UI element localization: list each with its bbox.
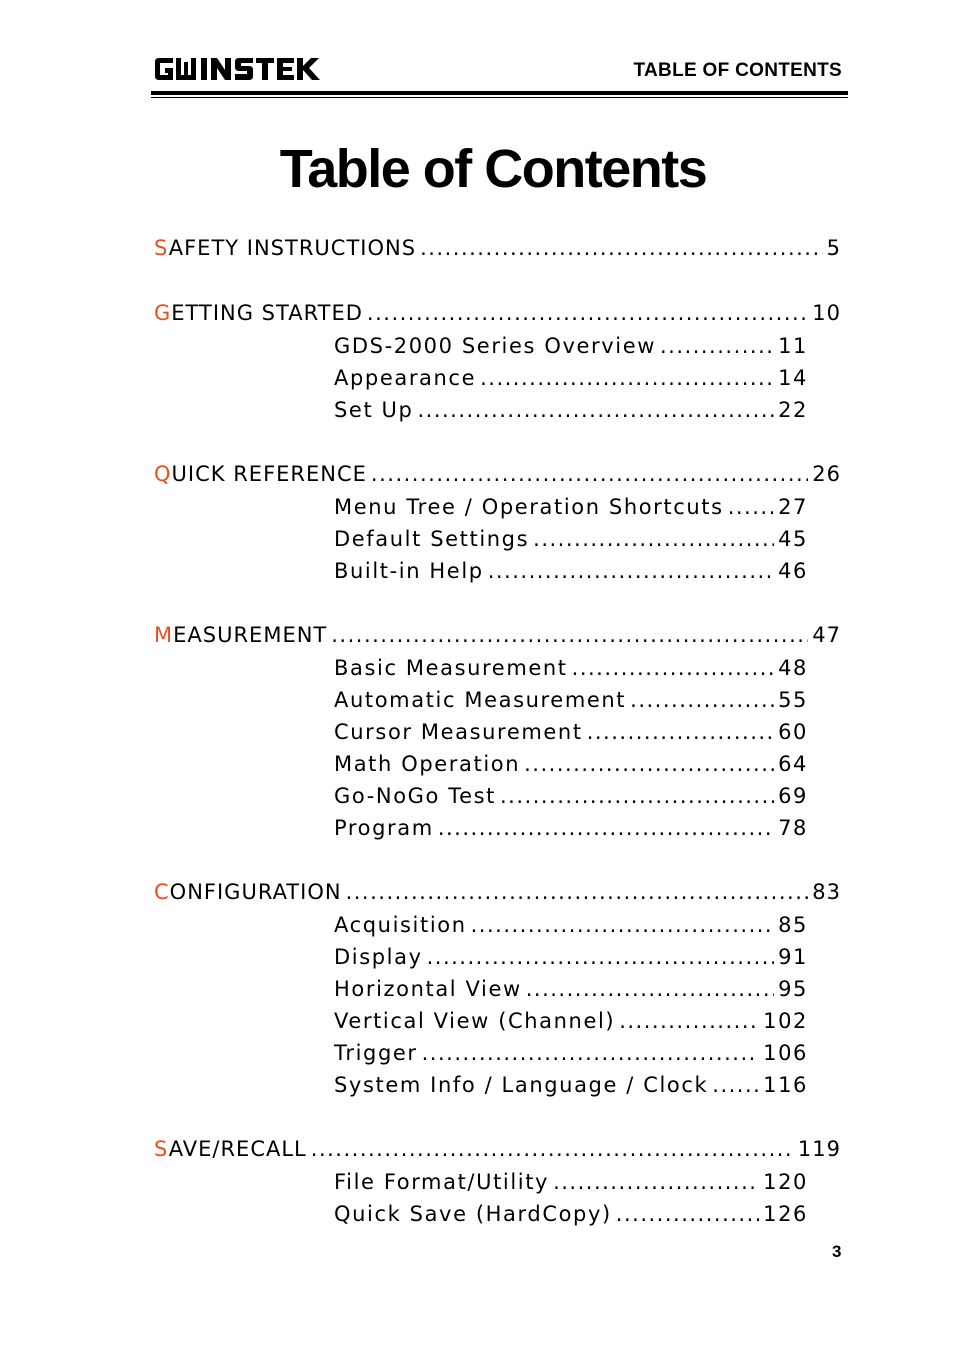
toc-section-page: 102 — [763, 1009, 808, 1033]
dot-leader — [572, 652, 774, 684]
page-title: Table of Contents — [279, 139, 707, 199]
toc-section-title: File Format/Utility — [334, 1170, 550, 1194]
toc-chapter-title — [154, 297, 363, 330]
dot-leader — [553, 1166, 759, 1198]
toc-section-title: GDS-2000 Series Overview — [334, 334, 656, 358]
dot-leader — [471, 909, 774, 941]
toc-chapter-title — [154, 458, 367, 491]
header-rule-thin — [151, 97, 848, 98]
dot-leader — [616, 1198, 759, 1230]
dot-leader — [728, 491, 774, 523]
toc-chapter-title — [154, 232, 416, 265]
toc-chapter-title-rest: AFETY INSTRUCTIONS — [168, 236, 417, 260]
toc-chapter-initial: M — [154, 623, 174, 647]
toc-chapter-title-rest: UICK REFERENCE — [171, 462, 367, 486]
gw-instek-logo — [153, 52, 328, 86]
toc-section-page: 126 — [763, 1202, 808, 1226]
page-number: 3 — [832, 1242, 842, 1261]
dot-leader — [712, 1069, 759, 1101]
dot-leader — [422, 1037, 759, 1069]
dot-leader — [524, 748, 774, 780]
dot-leader — [417, 394, 774, 426]
toc-chapter-page: 83 — [812, 880, 841, 904]
toc-section-page: 106 — [763, 1041, 808, 1065]
dot-leader — [587, 716, 774, 748]
toc-chapter-page: 26 — [812, 462, 841, 486]
toc-section-page: 64 — [778, 752, 808, 776]
dot-leader — [533, 523, 774, 555]
toc-section-entry[interactable] — [334, 973, 808, 1005]
header-section-title: TABLE OF CONTENTS — [633, 60, 842, 81]
dot-leader — [630, 684, 774, 716]
toc-chapter-page: 10 — [812, 301, 841, 325]
toc-section-entry[interactable] — [334, 716, 808, 748]
toc-section-title: System Info / Language / Clock — [334, 1073, 709, 1097]
toc-section-entry[interactable] — [334, 1005, 808, 1037]
toc-section-entry[interactable] — [334, 684, 808, 716]
toc-section-title: Acquisition — [334, 913, 467, 937]
toc-section-list — [334, 909, 808, 1101]
dot-leader — [427, 941, 774, 973]
toc-section-title: Built-in Help — [334, 559, 484, 583]
dot-leader — [420, 232, 823, 265]
toc-section-page: 85 — [778, 913, 808, 937]
toc-chapter-entry[interactable] — [154, 1133, 841, 1166]
toc-chapter-entry[interactable] — [154, 458, 841, 491]
toc-chapter-title — [154, 1133, 307, 1166]
toc-section-title: Vertical View (Channel) — [334, 1009, 616, 1033]
toc-section-page: 78 — [778, 816, 808, 840]
toc-section-title: Horizontal View — [334, 977, 522, 1001]
toc-section-page: 11 — [778, 334, 808, 358]
toc-chapter-entry[interactable] — [154, 876, 841, 909]
dot-leader — [488, 555, 774, 587]
toc-chapter — [154, 297, 841, 426]
toc-chapter-initial: S — [154, 1137, 169, 1161]
dot-leader — [526, 973, 774, 1005]
toc-chapter-title — [154, 619, 327, 652]
toc-section-entry[interactable] — [334, 1069, 808, 1101]
toc-section-title: Trigger — [334, 1041, 418, 1065]
toc-chapter-entry[interactable] — [154, 297, 841, 330]
toc-section-entry[interactable] — [334, 1166, 808, 1198]
toc-section-title: Quick Save (HardCopy) — [334, 1202, 612, 1226]
toc-section-page: 22 — [778, 398, 808, 422]
toc-chapter — [154, 619, 841, 844]
toc-section-title: Automatic Measurement — [334, 688, 627, 712]
toc-section-list — [334, 491, 808, 587]
dot-leader — [346, 876, 809, 909]
toc-section-page: 91 — [778, 945, 808, 969]
toc-chapter-title-rest: EASUREMENT — [173, 623, 328, 647]
toc-section-entry[interactable] — [334, 652, 808, 684]
toc-section-entry[interactable] — [334, 748, 808, 780]
toc-section-page: 55 — [778, 688, 808, 712]
toc-section-page: 60 — [778, 720, 808, 744]
toc-section-title: Display — [334, 945, 423, 969]
toc-chapter — [154, 458, 841, 587]
toc-section-page: 14 — [778, 366, 808, 390]
toc-chapter-page: 119 — [797, 1137, 841, 1161]
toc-section-title: Program — [334, 816, 434, 840]
toc-chapter — [154, 232, 841, 265]
dot-leader — [438, 812, 774, 844]
toc-chapter-page: 47 — [812, 623, 841, 647]
toc-chapter-title-rest: AVE/RECALL — [168, 1137, 307, 1161]
toc-section-list — [334, 1166, 808, 1230]
dot-leader — [311, 1133, 794, 1166]
toc-section-entry[interactable] — [334, 1198, 808, 1230]
toc-chapter-initial: S — [154, 236, 169, 260]
toc-section-entry[interactable] — [334, 523, 808, 555]
toc-section-title: Appearance — [334, 366, 477, 390]
dot-leader — [500, 780, 774, 812]
toc-chapter-title-rest: ONFIGURATION — [169, 880, 342, 904]
toc-section-entry[interactable] — [334, 941, 808, 973]
toc-chapter-initial: Q — [154, 462, 172, 486]
toc-section-title: Go-NoGo Test — [334, 784, 496, 808]
dot-leader — [331, 619, 808, 652]
toc-section-page: 120 — [763, 1170, 808, 1194]
toc-section-title: Set Up — [334, 398, 414, 422]
toc-section-page: 116 — [763, 1073, 808, 1097]
toc-section-page: 69 — [778, 784, 808, 808]
toc-section-entry[interactable] — [334, 394, 808, 426]
header-rule-thick — [151, 91, 848, 95]
toc-section-list — [334, 330, 808, 426]
toc-section-page: 45 — [778, 527, 808, 551]
toc-section-list — [334, 652, 808, 844]
toc-section-page: 46 — [778, 559, 808, 583]
toc-section-page: 27 — [778, 495, 808, 519]
dot-leader — [660, 330, 774, 362]
toc-section-entry[interactable] — [334, 780, 808, 812]
toc-section-entry[interactable] — [334, 491, 808, 523]
toc-section-entry[interactable] — [334, 362, 808, 394]
toc-list — [154, 232, 841, 1230]
toc-section-page: 95 — [778, 977, 808, 1001]
toc-chapter-initial: C — [154, 880, 170, 904]
dot-leader — [619, 1005, 759, 1037]
toc-chapter-entry[interactable] — [154, 619, 841, 652]
toc-chapter-entry[interactable] — [154, 232, 841, 265]
dot-leader — [367, 297, 808, 330]
toc-section-entry[interactable] — [334, 330, 808, 362]
toc-section-title: Default Settings — [334, 527, 530, 551]
dot-leader — [480, 362, 774, 394]
toc-chapter-title-rest: ETTING STARTED — [171, 301, 363, 325]
toc-chapter-page: 5 — [826, 236, 841, 260]
toc-section-title: Menu Tree / Operation Shortcuts — [334, 495, 724, 519]
dot-leader — [371, 458, 808, 491]
toc-section-page: 48 — [778, 656, 808, 680]
toc-chapter — [154, 876, 841, 1101]
toc-section-title: Cursor Measurement — [334, 720, 583, 744]
gw-instek-logo-graphic — [153, 52, 328, 86]
toc-section-entry[interactable] — [334, 555, 808, 587]
toc-section-title: Basic Measurement — [334, 656, 568, 680]
toc-section-title: Math Operation — [334, 752, 521, 776]
toc-section-entry[interactable] — [334, 812, 808, 844]
toc-chapter-title — [154, 876, 342, 909]
toc-section-entry[interactable] — [334, 1037, 808, 1069]
toc-chapter-initial: G — [154, 301, 172, 325]
toc-section-entry[interactable] — [334, 909, 808, 941]
toc-chapter — [154, 1133, 841, 1230]
